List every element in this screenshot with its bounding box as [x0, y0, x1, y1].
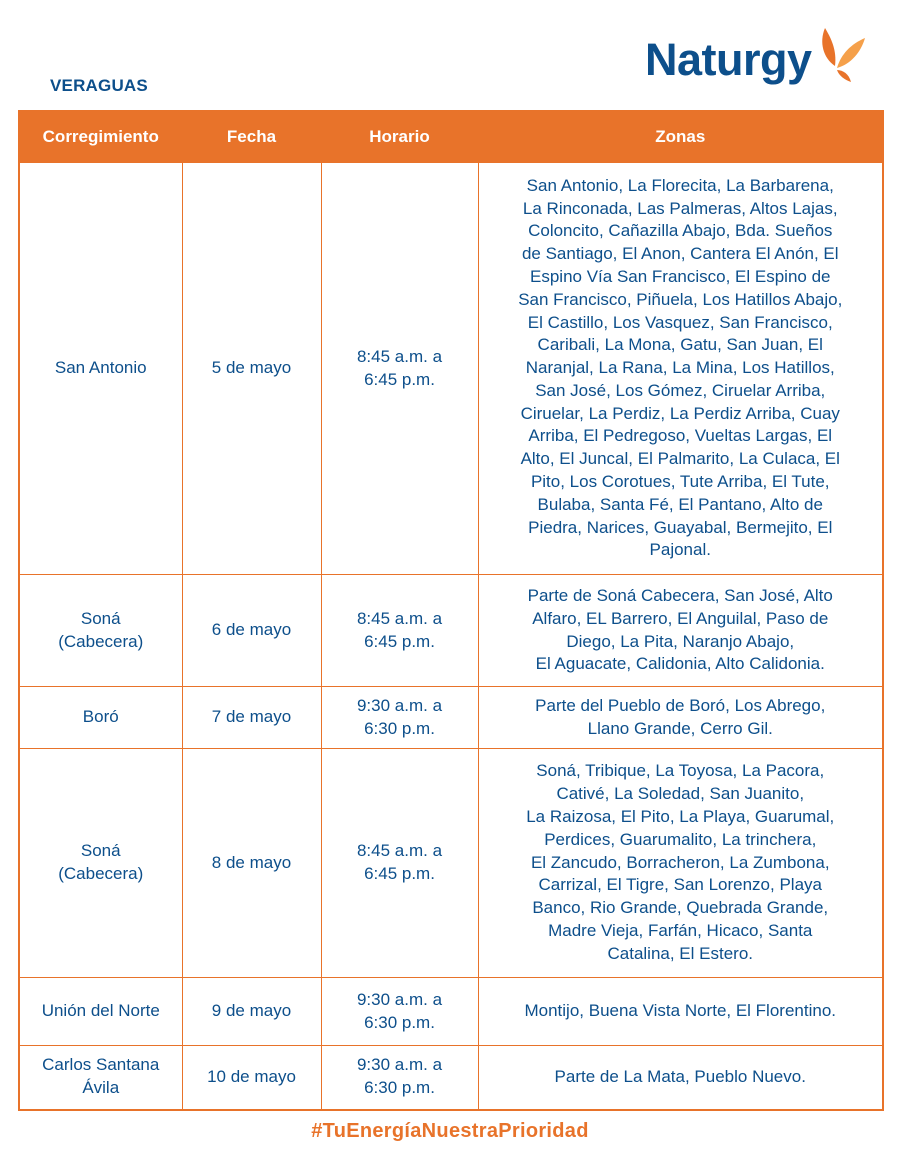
- region-title: VERAGUAS: [50, 76, 148, 95]
- table-row: [19, 749, 883, 978]
- cell-zonas: Parte de Soná Cabecera, San José, Alto Alfaro, EL Barrero, El Anguilal, Paso de Diego, La Pita, Naranjo Abajo, El Aguacate, Calidonia, Alto Calidonia.: [478, 575, 883, 687]
- table-row: [19, 163, 883, 575]
- campaign-hashtag: #TuEnergíaNuestraPrioridad: [311, 1120, 589, 1142]
- table-header-row: [19, 111, 883, 163]
- header-horario: Horario: [321, 111, 478, 163]
- cell-zonas: Parte de La Mata, Pueblo Nuevo.: [478, 1046, 883, 1110]
- cell-fecha: 10 de mayo: [182, 1046, 321, 1110]
- table-row: [19, 1046, 883, 1110]
- schedule-table: [18, 110, 884, 1111]
- cell-horario: 9:30 a.m. a 6:30 p.m.: [321, 1046, 478, 1110]
- cell-zonas: Montijo, Buena Vista Norte, El Florentino.: [478, 978, 883, 1046]
- header-corregimiento: Corregimiento: [19, 111, 182, 163]
- cell-fecha: 9 de mayo: [182, 978, 321, 1046]
- cell-horario: 9:30 a.m. a 6:30 p.m.: [321, 687, 478, 749]
- cell-horario: 8:45 a.m. a 6:45 p.m.: [321, 163, 478, 575]
- cell-fecha: 6 de mayo: [182, 575, 321, 687]
- header-fecha: Fecha: [182, 111, 321, 163]
- cell-zonas: Parte del Pueblo de Boró, Los Abrego, Llano Grande, Cerro Gil.: [478, 687, 883, 749]
- cell-corregimiento: Soná (Cabecera): [19, 575, 182, 687]
- cell-fecha: 7 de mayo: [182, 687, 321, 749]
- naturgy-logo: [645, 25, 867, 95]
- table-row: [19, 575, 883, 687]
- butterfly-icon: [815, 24, 867, 86]
- cell-zonas: Soná, Tribique, La Toyosa, La Pacora, Cativé, La Soledad, San Juanito, La Raizosa, El Pito, La Playa, Guarumal, Perdices, Guarumalito, La trinchera, El Zancudo, Borracheron, La Zumbona, Carrizal, El Tigre, San Lorenzo, Playa Banco, Rio Grande, Quebrada Grande, Madre Vieja, Farfán, Hicaco, Santa Catalina, El Estero.: [478, 749, 883, 978]
- cell-fecha: 8 de mayo: [182, 749, 321, 978]
- table-row: [19, 978, 883, 1046]
- cell-horario: 8:45 a.m. a 6:45 p.m.: [321, 575, 478, 687]
- logo-wordmark: Naturgy: [645, 34, 812, 85]
- cell-zonas: San Antonio, La Florecita, La Barbarena, La Rinconada, Las Palmeras, Altos Lajas, Coloncito, Cañazilla Abajo, Bda. Sueños de Santiago, El Anon, Cantera El Anón, El Espino Vía San Francisco, El Espino de San Francisco, Piñuela, Los Hatillos Abajo, El Castillo, Los Vasquez, San Francisco, Caribali, La Mona, Gatu, San Juan, El Naranjal, La Rana, La Mina, Los Hatillos, San José, Los Gómez, Ciruelar Arriba, Ciruelar, La Perdiz, La Perdiz Arriba, Cuay Arriba, El Pedregoso, Vueltas Largas, El Alto, El Juncal, El Palmarito, La Culaca, El Pito, Los Corotues, Tute Arriba, El Tute, Bulaba, Santa Fé, El Pantano, Alto de Piedra, Narices, Guayabal, Bermejito, El Pajonal.: [478, 163, 883, 575]
- cell-horario: 9:30 a.m. a 6:30 p.m.: [321, 978, 478, 1046]
- cell-corregimiento: Unión del Norte: [19, 978, 182, 1046]
- cell-corregimiento: Carlos Santana Ávila: [19, 1046, 182, 1110]
- table-row: [19, 687, 883, 749]
- cell-corregimiento: Boró: [19, 687, 182, 749]
- cell-horario: 8:45 a.m. a 6:45 p.m.: [321, 749, 478, 978]
- cell-corregimiento: Soná (Cabecera): [19, 749, 182, 978]
- cell-corregimiento: San Antonio: [19, 163, 182, 575]
- cell-fecha: 5 de mayo: [182, 163, 321, 575]
- header-zonas: Zonas: [478, 111, 883, 163]
